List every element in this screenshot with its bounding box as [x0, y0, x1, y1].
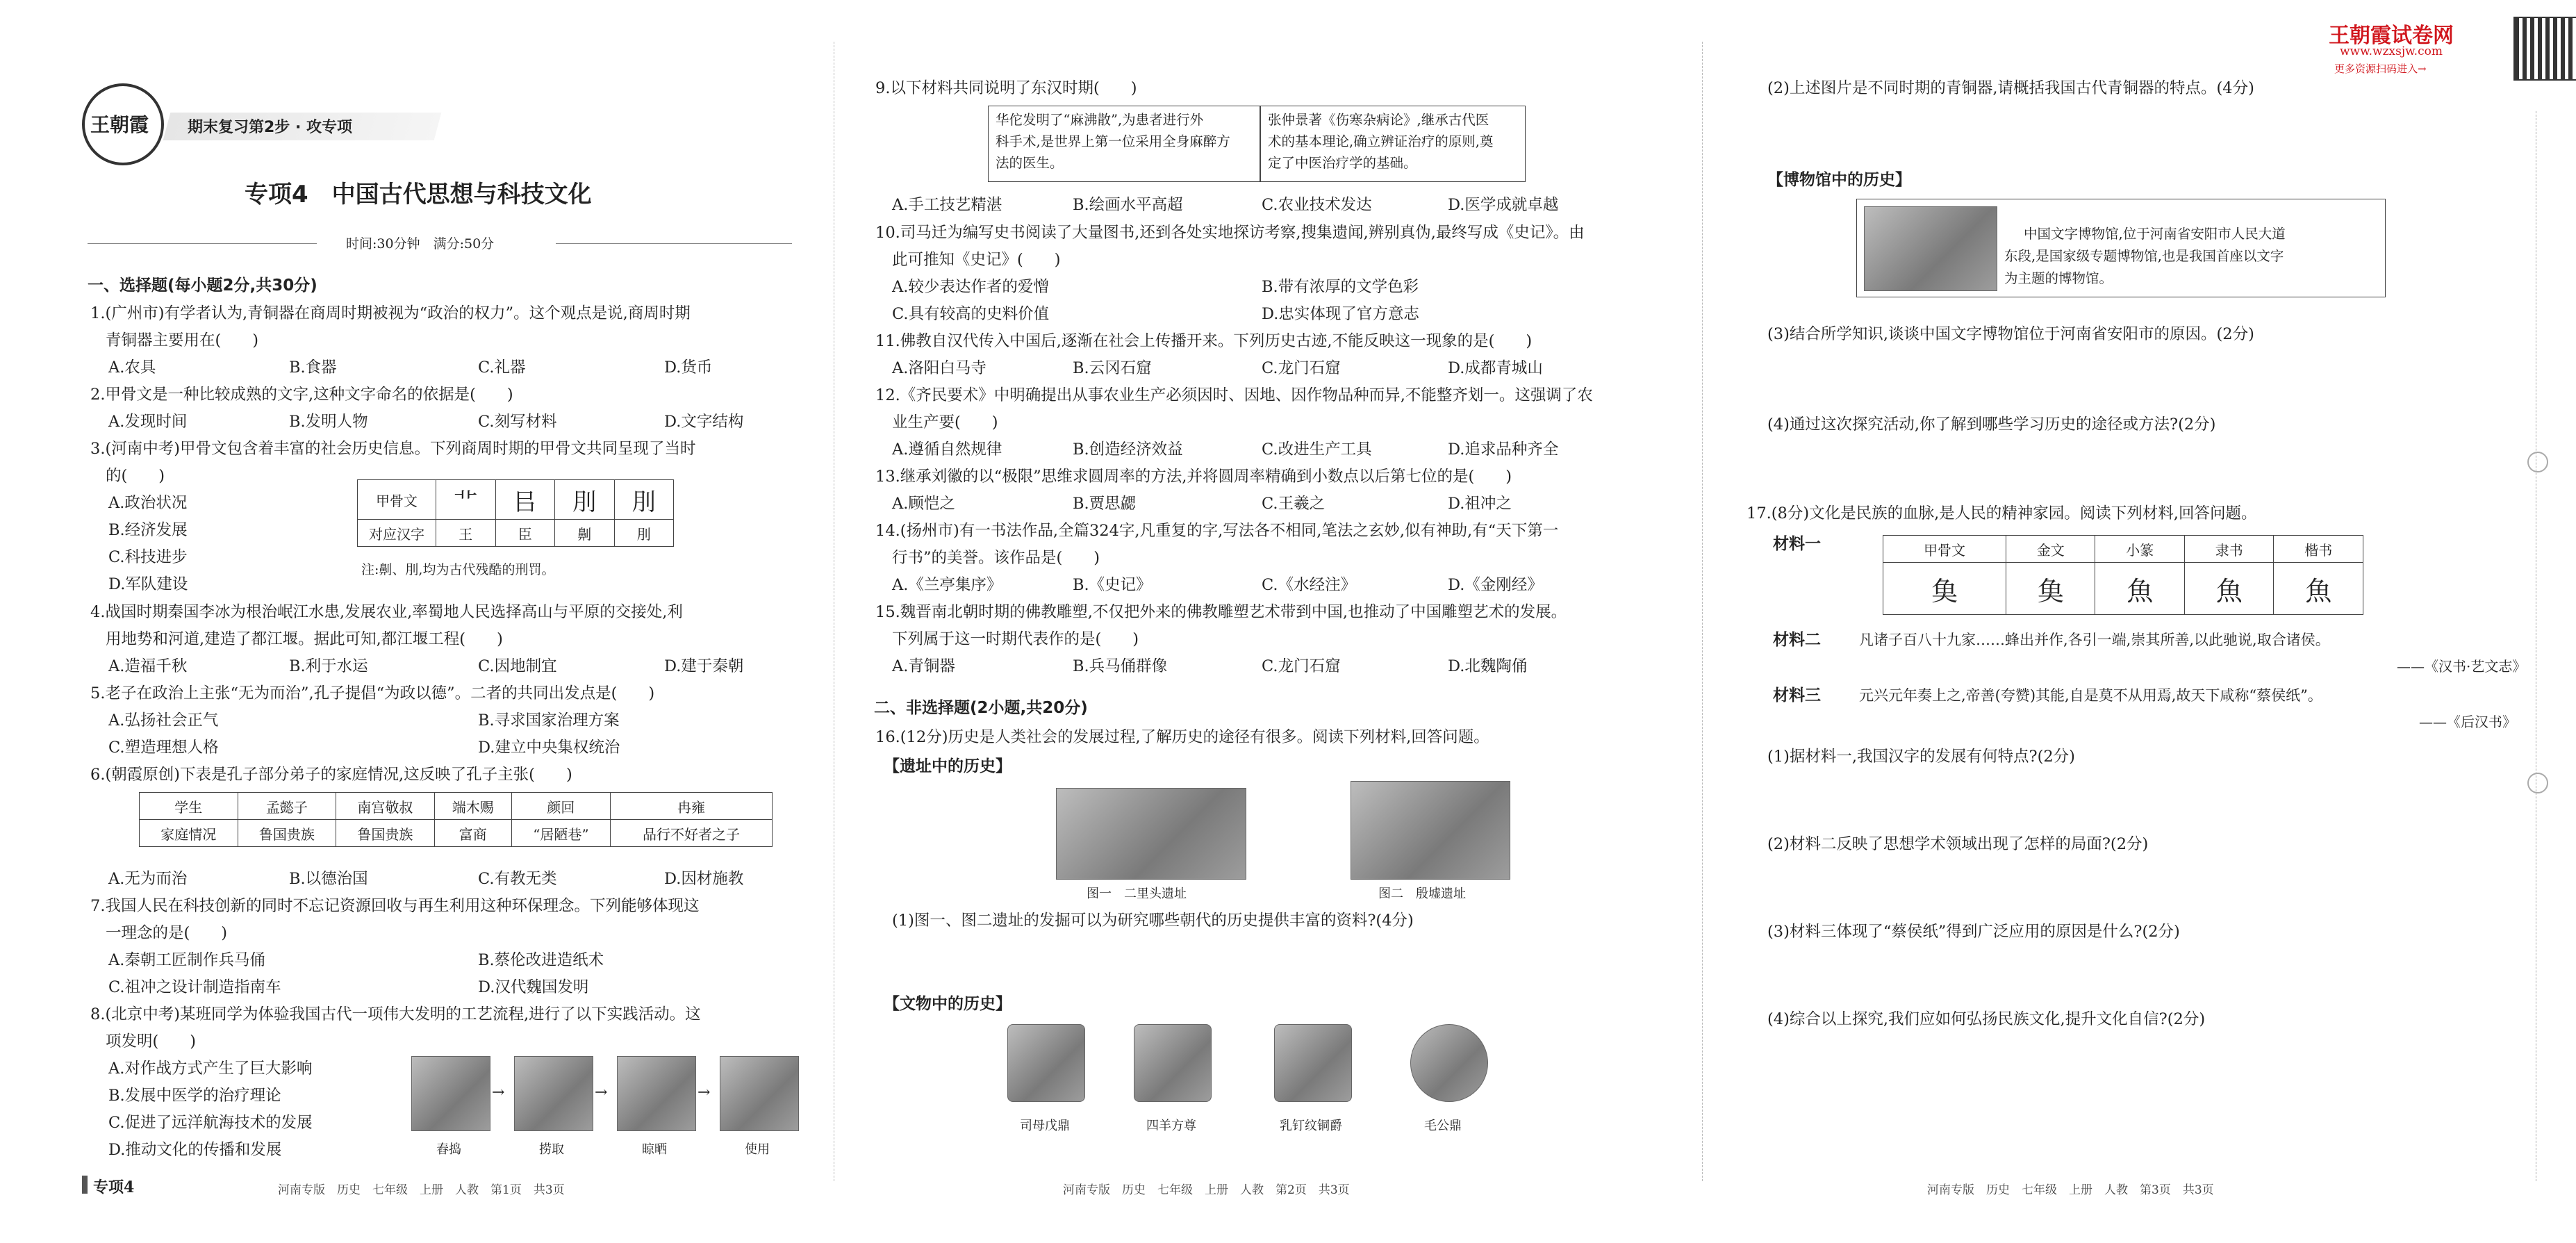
q6-option-a[interactable]: A.无为而治: [108, 870, 188, 888]
title-rule-right: [556, 243, 792, 244]
table-cell: 学生: [140, 793, 238, 820]
material-line: 科手术,是世界上第一位采用全身麻醉方: [996, 133, 1230, 149]
arrow-right-icon: →: [492, 1084, 505, 1101]
q6-option-c[interactable]: C.有教无类: [478, 870, 557, 888]
q3-option-b[interactable]: B.经济发展: [108, 521, 188, 539]
material-line: 张仲景著《伤寒杂病论》,继承古代医: [1268, 112, 1489, 128]
q1-option-d[interactable]: D.货币: [664, 359, 713, 377]
q17-material3-source: ——《后汉书》: [2419, 714, 2516, 730]
script-glyph: 魚: [2095, 563, 2185, 615]
site-name: 王朝霞试卷网: [2329, 24, 2454, 48]
q16-part2: (2)上述图片是不同时期的青铜器,请概括我国古代青铜器的特点。(4分): [1767, 79, 2254, 97]
q15-option-d[interactable]: D.北魏陶俑: [1448, 657, 1528, 675]
q1-stem: 1.(广州市)有学者认为,青铜器在商周时期被视为“政治的权力”。这个观点是说,商周时期: [90, 304, 691, 322]
q14-option-c[interactable]: C.《水经注》: [1262, 576, 1357, 594]
q5-option-a[interactable]: A.弘扬社会正气: [108, 711, 219, 730]
q2-option-d[interactable]: D.文字结构: [664, 413, 744, 431]
q14-option-b[interactable]: B.《史记》: [1073, 576, 1152, 594]
table-cell: 端木赐: [434, 793, 511, 820]
material-line: 定了中医治疗学的基础。: [1268, 155, 1417, 171]
q17-material2-source: ——《汉书·艺文志》: [2397, 658, 2527, 675]
q15-stem2: 下列属于这一时期代表作的是( ): [892, 630, 1139, 648]
q6-option-d[interactable]: D.因材施教: [664, 870, 744, 888]
q9-option-c[interactable]: C.农业技术发达: [1262, 196, 1372, 214]
page-title: 专项4 中国古代思想与科技文化: [245, 181, 592, 208]
erlitou-caption: 图一 二里头遗址: [1087, 887, 1187, 901]
q5-option-b[interactable]: B.寻求国家治理方案: [478, 711, 620, 730]
table-cell: 刖: [614, 520, 674, 547]
q15-option-b[interactable]: B.兵马俑群像: [1073, 657, 1168, 675]
material-line: 华佗发明了“麻沸散”,为患者进行外: [996, 112, 1204, 128]
binding-hole-mark: [2527, 773, 2548, 793]
script-glyph: 魚: [2184, 563, 2274, 615]
table-cell: “居陋巷”: [511, 820, 610, 847]
q17-part1: (1)据材料一,我国汉字的发展有何特点?(2分): [1767, 748, 2075, 766]
q14-stem2: 行书”的美誉。该作品是( ): [892, 549, 1100, 567]
museum-line: 为主题的博物馆。: [2004, 270, 2113, 286]
page-1: [0, 0, 834, 1243]
papermaking-image-1: [411, 1056, 490, 1131]
q4-stem: 4.战国时期秦国李冰为根治岷江水患,发展农业,率蜀地人民选择高山与平原的交接处,利: [90, 603, 683, 621]
papermaking-caption-1: 舂捣: [436, 1142, 461, 1157]
simuwu-ding-photo: [1007, 1024, 1085, 1102]
table-cell: 品行不好者之子: [611, 820, 773, 847]
q8-option-b[interactable]: B.发展中医学的治疗理论: [108, 1087, 281, 1105]
table-cell: 对应汉字: [358, 520, 436, 547]
q17-material1-label: 材料一: [1773, 535, 1821, 553]
q8-stem2: 项发明( ): [106, 1032, 197, 1051]
q2-option-c[interactable]: C.刻写材料: [478, 413, 557, 431]
q16-part3: (3)结合所学知识,谈谈中国文字博物馆位于河南省安阳市的原因。(2分): [1767, 325, 2254, 343]
siyang-fangzun-photo: [1134, 1024, 1212, 1102]
q7-option-d[interactable]: D.汉代魏国发明: [478, 978, 589, 996]
q8-stem: 8.(北京中考)某班同学为体验我国古代一项伟大发明的工艺流程,进行了以下实践活动。这: [90, 1005, 701, 1023]
script-glyph: 魚: [2274, 563, 2363, 615]
oracle-glyph: 㠯: [495, 480, 555, 520]
q14-option-d[interactable]: D.《金刚经》: [1448, 576, 1543, 594]
oracle-glyph: 刖: [614, 480, 674, 520]
table-cell: 甲骨文: [1883, 536, 2006, 563]
brand-logo: [82, 83, 164, 165]
q5-option-c[interactable]: C.塑造理想人格: [108, 739, 219, 757]
papermaking-caption-3: 晾晒: [642, 1142, 667, 1157]
q3-oracle-table: [357, 479, 674, 547]
q1-stem2: 青铜器主要用在( ): [106, 331, 259, 349]
q11-stem: 11.佛教自汉代传入中国后,逐渐在社会上传播开来。下列历史古迹,不能反映这一现象的是( ): [875, 332, 1533, 350]
footer-badge: [82, 1176, 88, 1194]
q4-option-c[interactable]: C.因地制宜: [478, 657, 557, 675]
q5-option-d[interactable]: D.建立中央集权统治: [478, 739, 620, 757]
q16-part4: (4)通过这次探究活动,你了解到哪些学习历史的途径或方法?(2分): [1767, 415, 2216, 434]
q3-note: 注:劓、刖,均为古代残酷的刑罚。: [361, 562, 555, 577]
q12-stem2: 业生产要( ): [892, 413, 998, 431]
q10-option-b[interactable]: B.带有浓厚的文学色彩: [1262, 278, 1419, 296]
q6-disciples-table: [139, 792, 773, 847]
q13-option-b[interactable]: B.贾思勰: [1073, 495, 1137, 513]
q4-stem2: 用地势和河道,建造了都江堰。据此可知,都江堰工程( ): [106, 630, 503, 648]
q1-option-a[interactable]: A.农具: [108, 359, 156, 377]
papermaking-caption-4: 使用: [745, 1142, 770, 1157]
yinxu-caption: 图二 殷墟遗址: [1378, 887, 1466, 901]
q7-option-a[interactable]: A.秦朝工匠制作兵马俑: [108, 951, 265, 969]
q13-option-a[interactable]: A.顾恺之: [892, 495, 955, 513]
q17-material2-text: 凡诸子百八十九家……蜂出并作,各引一端,崇其所善,以此驰说,取合诸侯。: [1859, 632, 2330, 648]
section-heading-1: 一、选择题(每小题2分,共30分): [88, 277, 317, 295]
table-cell: 隶书: [2184, 536, 2274, 563]
footer-text: 河南专版 历史 七年级 上册 人教 第1页 共3页: [278, 1183, 565, 1197]
relic-caption-2: 四羊方尊: [1146, 1119, 1196, 1133]
q17-material3-label: 材料三: [1773, 686, 1821, 705]
q16-sub-heading-museum: 【博物馆中的历史】: [1767, 171, 1911, 189]
q9-option-a[interactable]: A.手工技艺精湛: [892, 196, 1002, 214]
q4-option-a[interactable]: A.造福千秋: [108, 657, 188, 675]
table-cell: 王: [436, 520, 496, 547]
table-cell: 鲁国贵族: [336, 820, 435, 847]
q16-part1: (1)图一、图二遗址的发掘可以为研究哪些朝代的历史提供丰富的资料?(4分): [892, 912, 1414, 930]
q17-part2: (2)材料二反映了思想学术领域出现了怎样的局面?(2分): [1767, 835, 2149, 853]
q4-option-d[interactable]: D.建于秦朝: [664, 657, 744, 675]
table-cell: 富商: [434, 820, 511, 847]
relic-caption-4: 毛公鼎: [1424, 1119, 1462, 1133]
page-2: [834, 0, 1702, 1243]
museum-box: [1856, 199, 2386, 297]
q17-script-table: [1883, 535, 2363, 615]
q12-option-d[interactable]: D.追求品种齐全: [1448, 441, 1559, 459]
table-cell: 颜回: [511, 793, 610, 820]
q8-option-a[interactable]: A.对作战方式产生了巨大影响: [108, 1060, 313, 1078]
relic-caption-3: 乳钉纹铜爵: [1280, 1119, 1342, 1133]
table-cell: 鲁国贵族: [238, 820, 336, 847]
museum-line: 中国文字博物馆,位于河南省安阳市人民大道: [2024, 226, 2286, 242]
title-rule-left: [88, 243, 317, 244]
yinxu-site-photo: [1351, 781, 1510, 880]
erlitou-site-photo: [1056, 788, 1246, 880]
table-cell: 劓: [555, 520, 615, 547]
q10-option-a[interactable]: A.较少表达作者的爱憎: [892, 278, 1049, 296]
q7-option-b[interactable]: B.蔡伦改进造纸术: [478, 951, 604, 969]
q11-option-b[interactable]: B.云冈石窟: [1073, 359, 1152, 377]
q12-stem: 12.《齐民要术》中明确提出从事农业生产必须因时、因地、因作物品种而异,不能整齐划一。这强调了农: [875, 386, 1593, 404]
q9-stem: 9.以下材料共同说明了东汉时期( ): [875, 79, 1137, 97]
q8-option-d[interactable]: D.推动文化的传播和发展: [108, 1141, 282, 1159]
museum-photo: [1864, 206, 1997, 291]
q17-material2-label: 材料二: [1773, 631, 1821, 649]
table-cell: 小篆: [2095, 536, 2185, 563]
q1-option-c[interactable]: C.礼器: [478, 359, 526, 377]
q16-stem: 16.(12分)历史是人类社会的发展过程,了解历史的途径有很多。阅读下列材料,回答问题。: [875, 728, 1489, 746]
maogong-ding-photo: [1410, 1024, 1488, 1102]
binding-hole-mark: [2527, 452, 2548, 472]
papermaking-image-3: [617, 1056, 696, 1131]
table-cell: 孟懿子: [238, 793, 336, 820]
q10-stem: 10.司马迁为编写史书阅读了大量图书,还到各处实地探访考察,搜集遗闻,辨别真伪,最终写成《史记》。由: [875, 224, 1585, 242]
ruding-jue-photo: [1274, 1024, 1352, 1102]
page-3: [1702, 0, 2576, 1243]
footer-text: 河南专版 历史 七年级 上册 人教 第2页 共3页: [1063, 1183, 1350, 1197]
q14-option-a[interactable]: A.《兰亭集序》: [892, 576, 1002, 594]
step-banner-text: 期末复习第2步 · 攻专项: [188, 119, 352, 136]
table-cell: 南宫敬叔: [336, 793, 435, 820]
table-cell: 冉雍: [611, 793, 773, 820]
papermaking-caption-2: 捞取: [539, 1142, 564, 1157]
q14-stem: 14.(扬州市)有一书法作品,全篇324字,凡重复的字,写法各不相同,笔法之玄妙,似有神助,有“天下第一: [875, 522, 1559, 540]
q12-option-a[interactable]: A.遵循自然规律: [892, 441, 1002, 459]
q13-option-d[interactable]: D.祖冲之: [1448, 495, 1512, 513]
papermaking-image-2: [514, 1056, 593, 1131]
q9-material-zhangzhongjing: [1260, 106, 1526, 182]
brand-name: 王朝霞: [90, 113, 149, 136]
q13-option-c[interactable]: C.王羲之: [1262, 495, 1326, 513]
q8-option-c[interactable]: C.促进了远洋航海技术的发展: [108, 1114, 313, 1132]
q11-option-d[interactable]: D.成都青城山: [1448, 359, 1543, 377]
q16-sub-heading-relics: 【文物中的历史】: [884, 995, 1012, 1013]
table-cell: 臣: [495, 520, 555, 547]
table-cell: 甲骨文: [358, 480, 436, 520]
script-glyph: 𩵋: [2006, 563, 2095, 615]
q4-option-b[interactable]: B.利于水运: [289, 657, 368, 675]
site-slogan: 更多资源扫码进入→: [2334, 63, 2427, 75]
q11-option-a[interactable]: A.洛阳白马寺: [892, 359, 986, 377]
q10-option-c[interactable]: C.具有较高的史料价值: [892, 305, 1050, 323]
q13-stem: 13.继承刘徽的以“极限”思维求圆周率的方法,并将圆周率精确到小数点以后第七位的是( ): [875, 468, 1512, 486]
section-heading-2: 二、非选择题(2小题,共20分): [874, 699, 1088, 717]
q6-option-b[interactable]: B.以德治国: [289, 870, 368, 888]
q7-stem: 7.我国人民在科技创新的同时不忘记资源回收与再生利用这种环保理念。下列能够体现这: [90, 897, 700, 915]
q9-option-b[interactable]: B.绘画水平高超: [1073, 196, 1183, 214]
q11-option-c[interactable]: C.龙门石窟: [1262, 359, 1341, 377]
q17-part3: (3)材料三体现了“蔡侯纸”得到广泛应用的原因是什么?(2分): [1767, 923, 2180, 941]
oracle-glyph: ⻀: [436, 480, 496, 520]
material-line: 法的医生。: [996, 155, 1064, 171]
q9-option-d[interactable]: D.医学成就卓越: [1448, 196, 1559, 214]
q10-option-d[interactable]: D.忠实体现了官方意志: [1262, 305, 1419, 323]
arrow-right-icon: →: [595, 1084, 608, 1101]
relic-caption-1: 司母戊鼎: [1020, 1119, 1070, 1133]
q3-stem2: 的( ): [106, 467, 165, 485]
q2-option-b[interactable]: B.发明人物: [289, 413, 368, 431]
q7-stem2: 一理念的是( ): [106, 924, 228, 942]
q16-sub-heading-sites: 【遗址中的历史】: [884, 757, 1012, 775]
q9-material-huatuo: [988, 106, 1260, 182]
q17-part4: (4)综合以上探究,我们应如何弘扬民族文化,提升文化自信?(2分): [1767, 1010, 2206, 1028]
q3-option-d[interactable]: D.军队建设: [108, 575, 188, 593]
site-url: www.wzxsjw.com: [2340, 44, 2443, 58]
table-cell: 金文: [2006, 536, 2095, 563]
q17-stem: 17.(8分)文化是民族的血脉,是人民的精神家园。阅读下列材料,回答问题。: [1747, 504, 2257, 522]
q3-option-c[interactable]: C.科技进步: [108, 548, 188, 566]
q2-option-a[interactable]: A.发现时间: [108, 413, 188, 431]
qr-code-icon[interactable]: [2515, 18, 2576, 79]
footer-text: 河南专版 历史 七年级 上册 人教 第3页 共3页: [1927, 1183, 2214, 1197]
q2-stem: 2.甲骨文是一种比较成熟的文字,这种文字命名的依据是( ): [90, 386, 513, 404]
museum-line: 东段,是国家级专题博物馆,也是我国首座以文字: [2004, 248, 2284, 264]
table-cell: 楷书: [2274, 536, 2363, 563]
q6-stem: 6.(朝霞原创)下表是孔子部分弟子的家庭情况,这反映了孔子主张( ): [90, 766, 572, 784]
q3-stem: 3.(河南中考)甲骨文包含着丰富的社会历史信息。下列商周时期的甲骨文共同呈现了当时: [90, 440, 696, 458]
papermaking-image-4: [720, 1056, 799, 1131]
oracle-glyph: 刖: [555, 480, 615, 520]
q1-option-b[interactable]: B.食器: [289, 359, 337, 377]
arrow-right-icon: →: [697, 1084, 711, 1101]
q7-option-c[interactable]: C.祖冲之设计制造指南车: [108, 978, 281, 996]
q10-stem2: 此可推知《史记》( ): [892, 251, 1061, 269]
q5-stem: 5.老子在政治上主张“无为而治”,孔子提倡“为政以德”。二者的共同出发点是( ): [90, 684, 655, 702]
script-glyph: 𩵋: [1883, 563, 2006, 615]
time-score: 时间:30分钟 满分:50分: [346, 236, 495, 252]
q15-option-c[interactable]: C.龙门石窟: [1262, 657, 1341, 675]
footer-label: 专项4: [93, 1178, 135, 1196]
material-line: 术的基本理论,确立辨证治疗的原则,奠: [1268, 133, 1494, 149]
q17-material3-text: 元兴元年奏上之,帝善(夸赞)其能,自是莫不从用焉,故天下咸称“蔡侯纸”。: [1859, 687, 2322, 704]
q15-option-a[interactable]: A.青铜器: [892, 657, 955, 675]
q3-option-a[interactable]: A.政治状况: [108, 494, 188, 512]
q12-option-c[interactable]: C.改进生产工具: [1262, 441, 1372, 459]
q12-option-b[interactable]: B.创造经济效益: [1073, 441, 1183, 459]
table-cell: 家庭情况: [140, 820, 238, 847]
q15-stem: 15.魏晋南北朝时期的佛教雕塑,不仅把外来的佛教雕塑艺术带到中国,也推动了中国雕塑艺术的发展。: [875, 603, 1567, 621]
